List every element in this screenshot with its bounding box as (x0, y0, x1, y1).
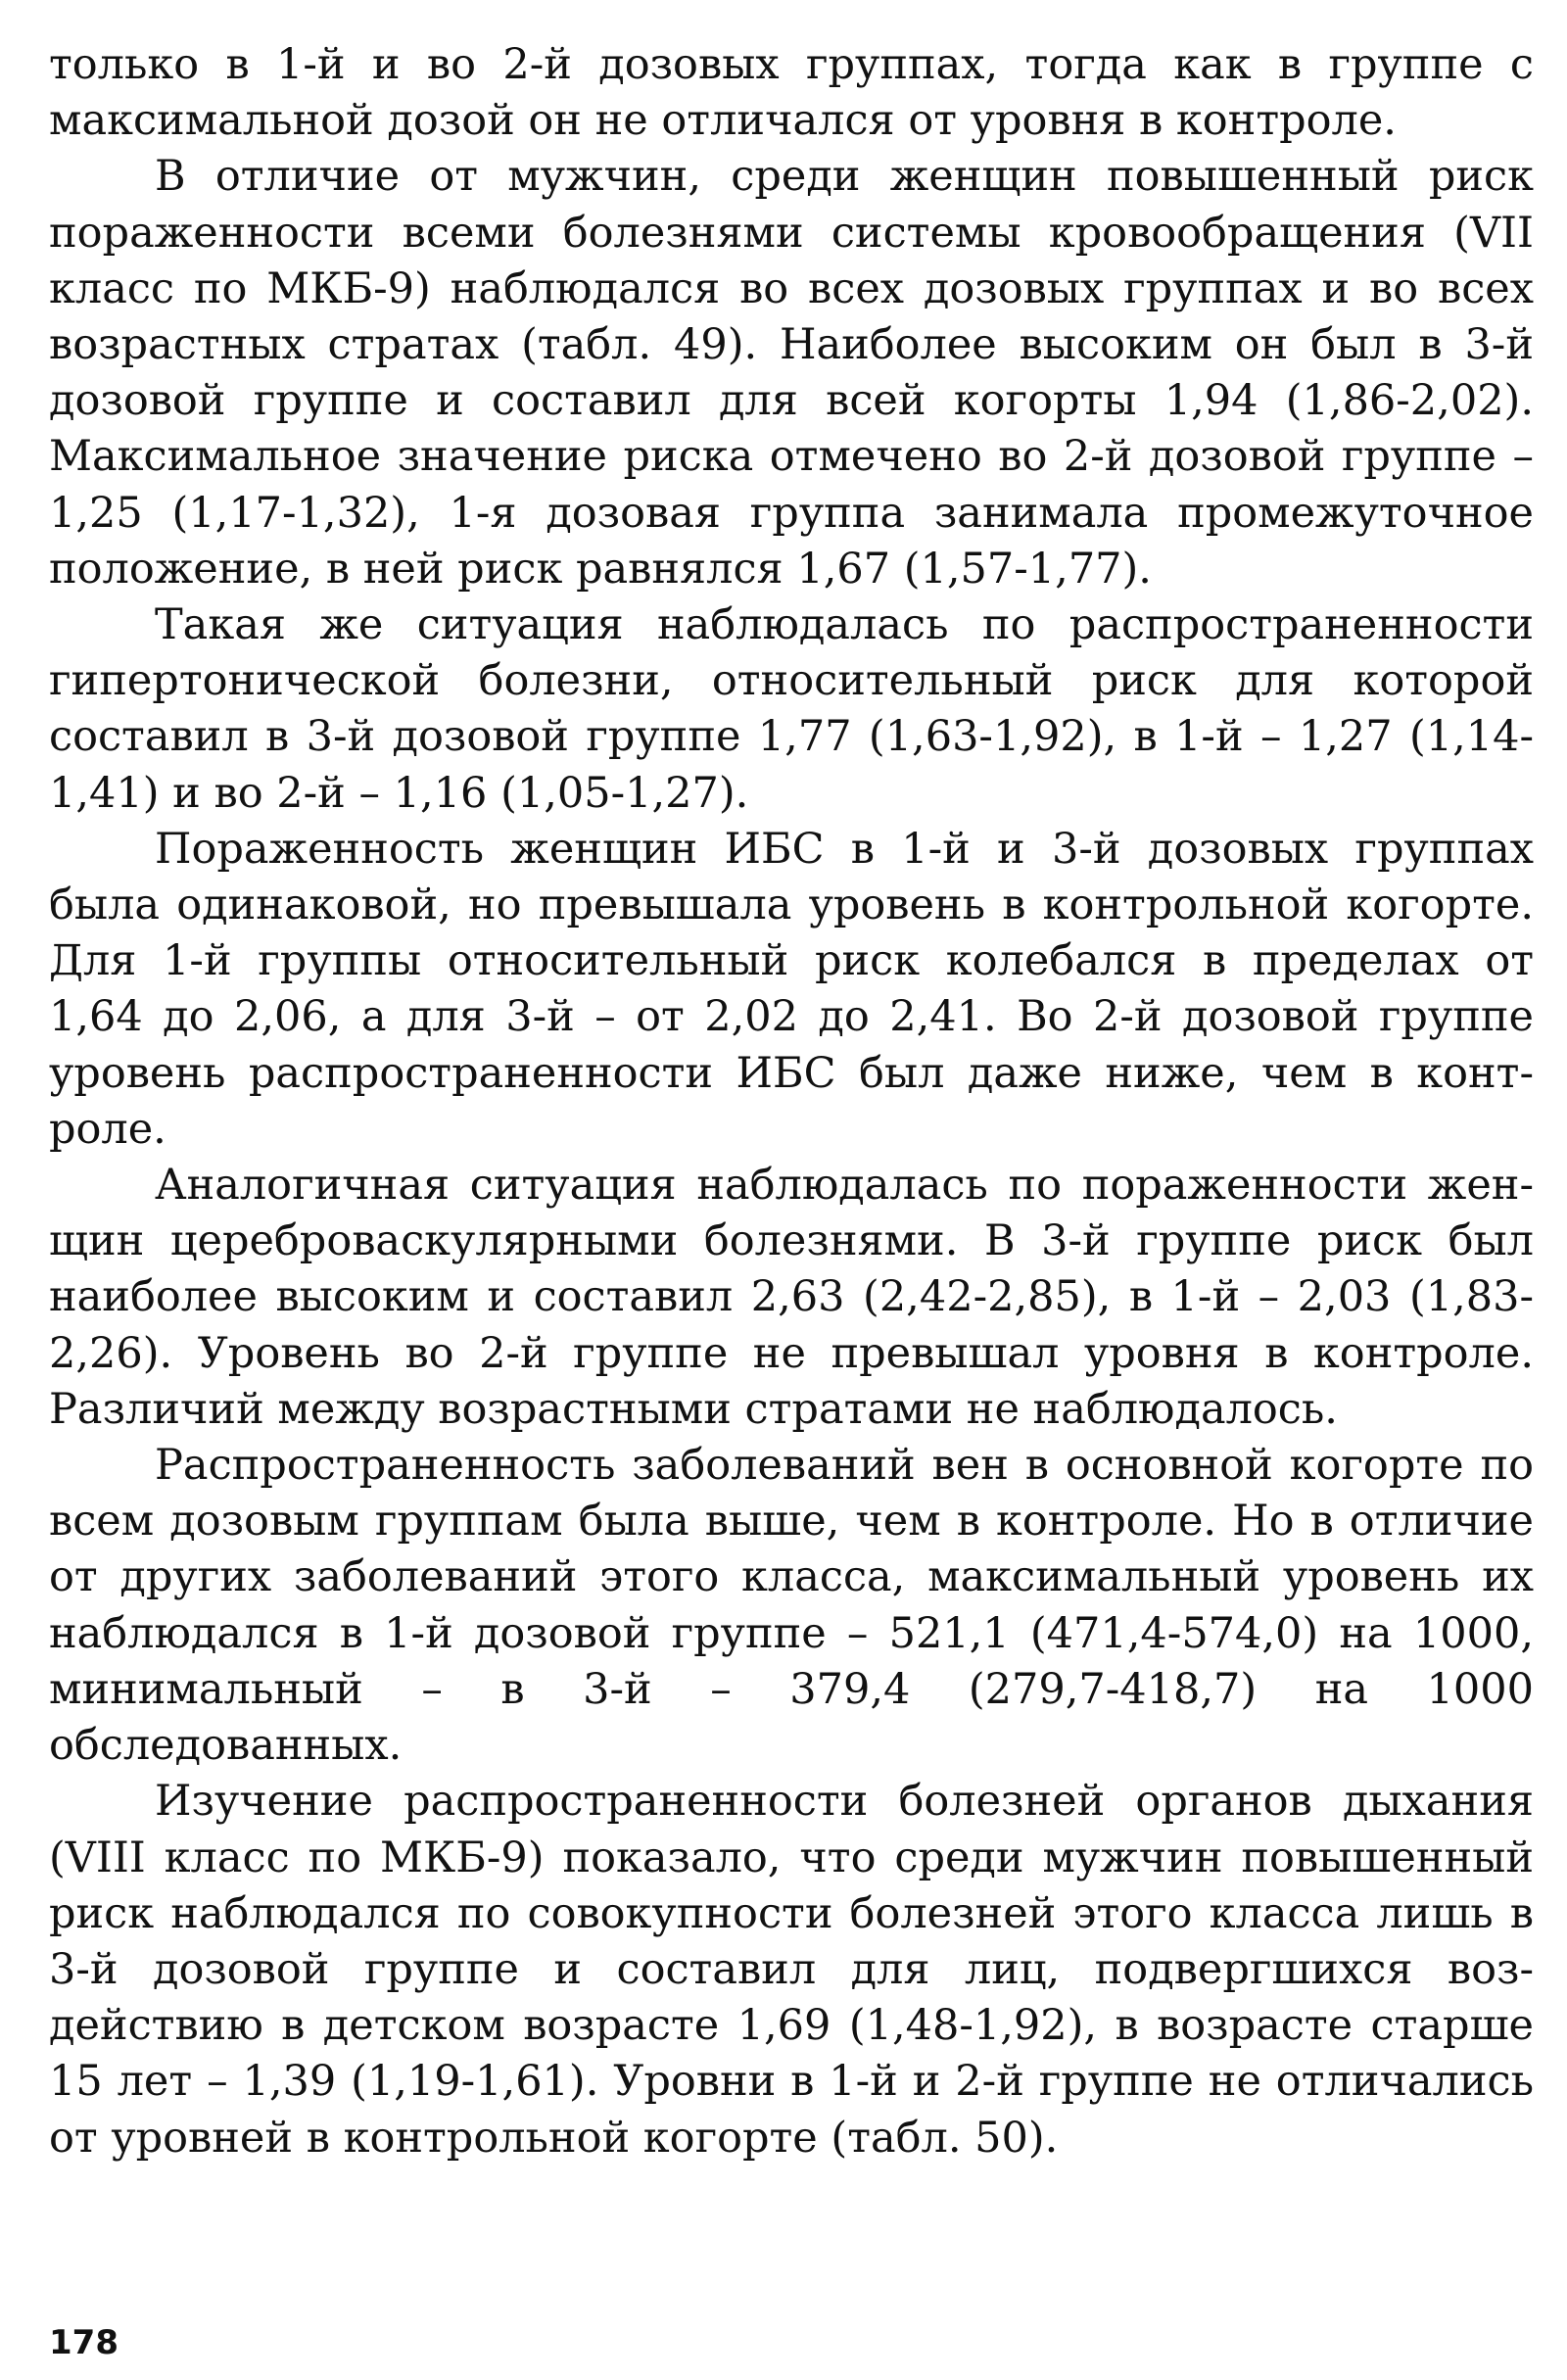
paragraph: Изучение распространенности болезней органов дыхания (VIII класс по МКБ-9) показало, что среди мужчин повышенный риск наблюдался по совокупности болезней этого класса лишь в 3-й дозовой группе и составил для лиц, подвергшихся воздействию в детском возрасте 1,69 (1,48-1,92), в возрасте старше 15 лет – 1,39 (1,19-1,61). Уровни в 1-й и 2-й группе не отличались от уровней в контрольной когорте (табл. 50). (49, 1777, 1534, 2163)
paragraph: Пораженность женщин ИБС в 1-й и 3-й дозовых группах была одинаковой, но превышала уровень в контрольной когорте. Для 1-й группы относительный риск колебался в пределах от 1,64 до 2,06, а для 3-й – от 2,02 до 2,41. Во 2-й дозовой группе уровень распространенности ИБС был даже ниже, чем в контроле. (49, 824, 1534, 1154)
page-body (49, 37, 1534, 2166)
paragraph: Такая же ситуация наблюдалась по распространенности гипертонической болезни, относительный риск для которой составил в 3-й дозовой группе 1,77 (1,63-1,92), в 1-й – 1,27 (1,14-1,41) и во 2-й – 1,16 (1,05-1,27). (49, 600, 1534, 818)
page-number: 178 (49, 2323, 119, 2362)
paragraph: только в 1-й и во 2-й дозовых группах, тогда как в группе с максимальной дозой он не отличался от уровня в контроле. (49, 40, 1534, 146)
paragraph: В отличие от мужчин, среди женщин повышенный риск пораженности всеми болезнями системы кровообращения (VII класс по МКБ-9) наблюдался во всех дозовых группах и во всех возрастных стратах (табл. 49). Наиболее высоким он был в 3-й дозовой группе и составил для всей когорты 1,94 (1,86-2,02). Максимальное значение риска отмечено во 2-й дозовой группе – 1,25 (1,17-1,32), 1-я дозовая группа занимала промежуточное положение, в ней риск равнялся 1,67 (1,57-1,77). (49, 152, 1534, 594)
paragraph: Распространенность заболеваний вен в основной когорте по всем дозовым группам была выше, чем в контроле. Но в отличие от других заболеваний этого класса, максимальный уровень их наблюдался в 1-й дозовой группе – 521,1 (471,4-574,0) на 1000, минимальный – в 3-й – 379,4 (279,7-418,7) на 1000 обследованных. (49, 1441, 1534, 1771)
paragraph: Аналогичная ситуация наблюдалась по пораженности женщин цереброваскулярными болезнями. В 3-й группе риск был наиболее высоким и составил 2,63 (2,42-2,85), в 1-й – 2,03 (1,83-2,26). Уровень во 2-й группе не превышал уровня в контроле. Различий между возрастными стратами не наблюдалось. (49, 1161, 1534, 1434)
